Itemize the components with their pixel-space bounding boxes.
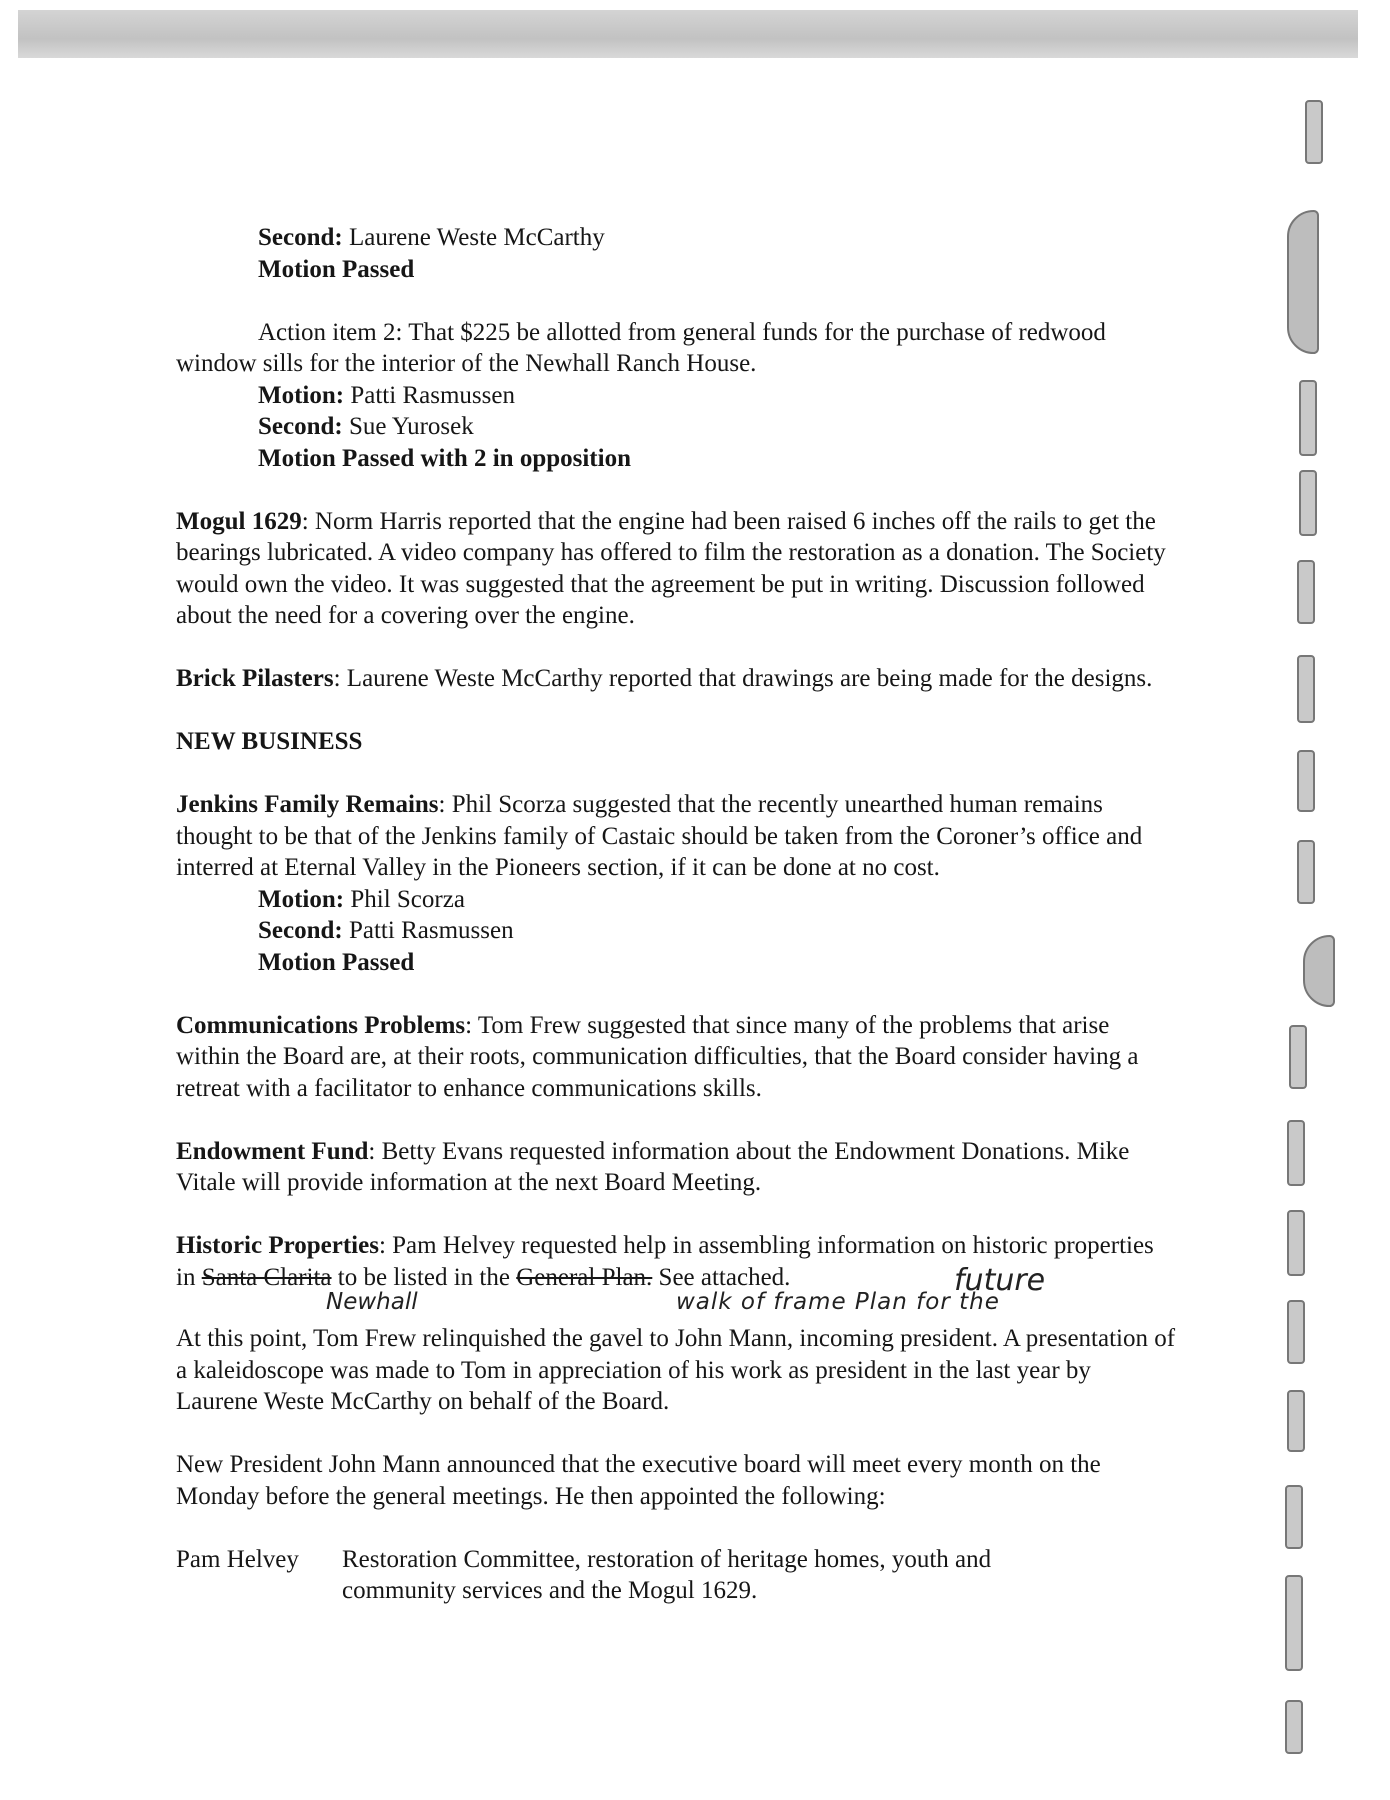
struck-text-santa-clarita: Santa Clarita: [201, 1263, 332, 1291]
binder-hole: [1297, 750, 1315, 812]
jenkins-paragraph: [176, 789, 1176, 884]
second-name: Sue Yurosek: [348, 413, 474, 440]
second-name: Laurene Weste McCarthy: [348, 224, 605, 251]
binder-hole: [1287, 1210, 1305, 1276]
binder-hole: [1285, 1700, 1303, 1754]
historic-text-c: See attached.: [652, 1263, 791, 1291]
new-president-text: New President John Mann announced that the executive board will meet every month on the Monday before the general meetings. He then appointed the following:: [176, 1451, 1101, 1510]
endowment-paragraph: [176, 1136, 1176, 1199]
new-president-paragraph: [176, 1449, 1176, 1512]
appointment-row: [176, 1544, 1176, 1607]
jenkins-text: : Phil Scorza suggested that the recently unearthed human remains thought to be that of the Jenkins family of Castaic should be taken from the Coroner’s office and interred at Eternal Valley in the Pioneers section, if it can be done at no cost.: [176, 791, 1143, 881]
new-business-heading: [176, 726, 1176, 758]
action2-second-line: [176, 411, 1176, 443]
mogul-heading: Mogul 1629: [176, 507, 302, 535]
binder-hole: [1299, 470, 1317, 536]
jenkins-heading: Jenkins Family Remains: [176, 791, 439, 818]
motion-result: Motion Passed: [258, 255, 415, 283]
endowment-heading: Endowment Fund: [176, 1137, 369, 1165]
historic-text-b: to be listed in the: [331, 1263, 517, 1291]
historic-text-a: : Pam Helvey requested help in assembling information on historic properties in: [176, 1232, 1154, 1291]
binder-hole: [1287, 1300, 1305, 1364]
brick-text: : Laurene Weste McCarthy reported that drawings are being made for the designs.: [333, 665, 1153, 692]
binder-hole: [1299, 380, 1317, 456]
motion-name: Patti Rasmussen: [350, 381, 515, 409]
motion-label: Motion:: [258, 885, 345, 913]
binder-hole: [1305, 100, 1323, 164]
binder-hole: [1297, 655, 1315, 723]
jenkins-result-line: [176, 947, 1176, 979]
prev-second-line: [176, 222, 1176, 254]
second-name: Patti Rasmussen: [348, 917, 514, 944]
binder-hole: [1303, 935, 1335, 1007]
binder-hole: [1285, 1575, 1303, 1671]
binder-hole: [1297, 560, 1315, 624]
handwritten-future: future: [954, 1263, 1046, 1298]
motion-name: Phil Scorza: [350, 885, 465, 913]
mogul-text: : Norm Harris reported that the engine had been raised 6 inches off the rails to get the bearings lubricated. A video company has offered to film the restoration as a donation. The Society would own the video. It was suggested that the agreement be put in writing. Discussion followed about the need for a covering over the engine.: [176, 507, 1166, 629]
binder-hole: [1285, 1485, 1303, 1549]
historic-heading: Historic Properties: [176, 1232, 379, 1259]
comm-text: : Tom Frew suggested that since many of the problems that arise within the Board are, at their roots, communication difficulties, that the Board consider having a retreat with a facilitator to enhance communications skills.: [176, 1011, 1139, 1102]
gavel-text: At this point, Tom Frew relinquished the gavel to John Mann, incoming president. A presentation of a kaleidoscope was made to Tom in appreciation of his work as president in the last year by Laurene Weste McCarthy on behalf of the Board.: [176, 1325, 1176, 1415]
comm-paragraph: [176, 1010, 1176, 1105]
gavel-paragraph: [176, 1323, 1176, 1418]
scan-shadow-bar: [18, 10, 1358, 58]
motion-result: Motion Passed with 2 in opposition: [258, 444, 631, 472]
prev-result-line: [176, 254, 1176, 286]
mogul-paragraph: [176, 506, 1176, 632]
binder-hole: [1287, 210, 1319, 354]
minutes-page: [176, 222, 1176, 1607]
motion-result: Motion Passed: [258, 948, 415, 976]
handwritten-walk-of-frame: walk of frame Plan for the: [676, 1289, 1000, 1315]
struck-text-general-plan: General Plan.: [516, 1263, 653, 1291]
binder-hole: [1287, 1120, 1305, 1186]
jenkins-motion-line: [176, 884, 1176, 916]
second-label: Second:: [258, 413, 343, 440]
appointee-role: Restoration Committee, restoration of heritage homes, youth and community services and the Mogul 1629.: [342, 1545, 992, 1604]
handwritten-newhall: Newhall: [326, 1289, 418, 1315]
appointee-name: Pam Helvey: [176, 1545, 299, 1573]
brick-heading: Brick Pilasters: [176, 665, 334, 692]
brick-paragraph: [176, 663, 1176, 695]
binder-hole: [1297, 840, 1315, 904]
action-item-2: [176, 317, 1176, 380]
binder-hole: [1289, 1025, 1307, 1089]
endowment-text: : Betty Evans requested information about the Endowment Donations. Mike Vitale will provide information at the next Board Meeting.: [176, 1137, 1130, 1196]
jenkins-second-line: [176, 915, 1176, 947]
motion-label: Motion:: [258, 381, 345, 409]
action2-motion-line: [176, 380, 1176, 412]
action2-result-line: [176, 443, 1176, 475]
second-label: Second:: [258, 224, 343, 251]
section-title: NEW BUSINESS: [176, 728, 363, 755]
comm-heading: Communications Problems: [176, 1011, 466, 1039]
second-label: Second:: [258, 917, 343, 944]
binder-holes: [1285, 90, 1345, 1790]
action-item-2-text: Action item 2: That $225 be allotted from general funds for the purchase of redwood window sills for the interior of the Newhall Ranch House.: [176, 318, 1106, 377]
binder-hole: [1287, 1390, 1305, 1452]
